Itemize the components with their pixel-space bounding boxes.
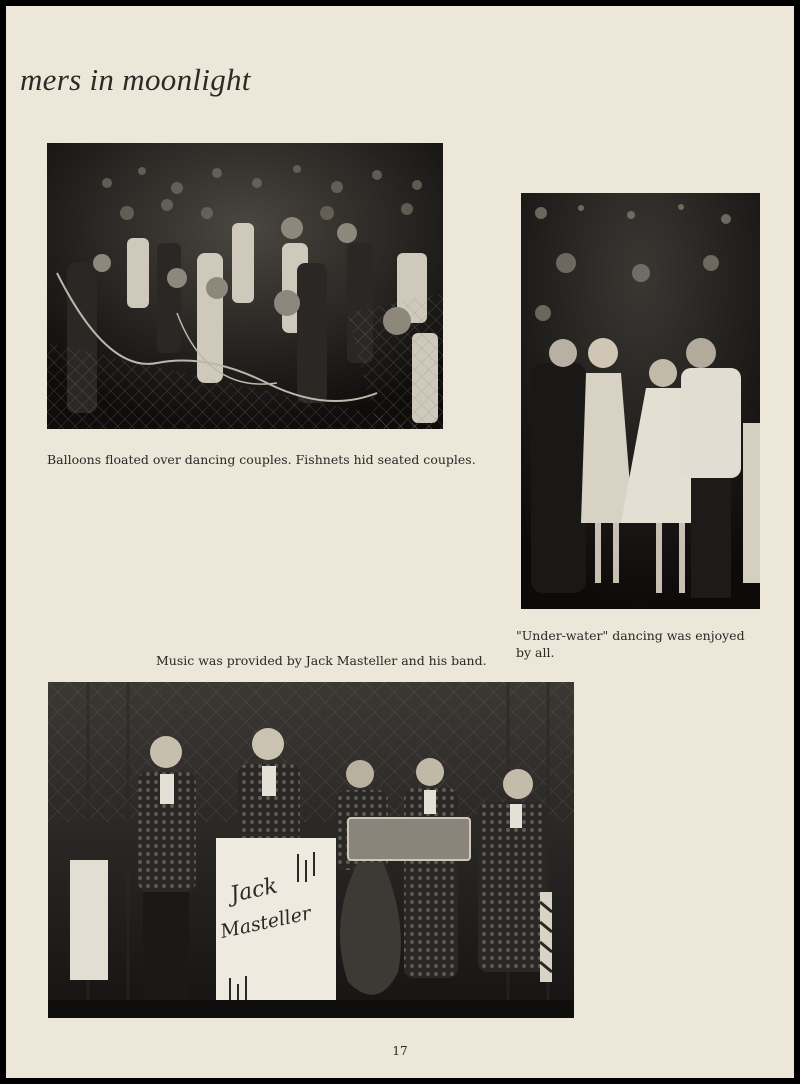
band-sign-line-2: Masteller xyxy=(218,902,313,943)
underwater-dancing-photo xyxy=(521,193,760,609)
page-number: 17 xyxy=(392,1044,408,1058)
underwater-caption-line-1: "Under-water" dancing was enjoyed xyxy=(516,628,745,643)
underwater-caption xyxy=(516,627,776,661)
band-photo xyxy=(48,682,574,1018)
balloons-dance-photo xyxy=(47,143,443,429)
balloons-caption: Balloons floated over dancing couples. Fishnets hid seated couples. xyxy=(47,452,476,467)
band-caption: Music was provided by Jack Masteller and his band. xyxy=(156,653,487,668)
underwater-caption-line-2: by all. xyxy=(516,645,555,660)
page-heading: mers in moonlight xyxy=(20,62,251,97)
band-sign-line-1: Jack xyxy=(228,873,280,908)
yearbook-page xyxy=(6,6,794,1078)
